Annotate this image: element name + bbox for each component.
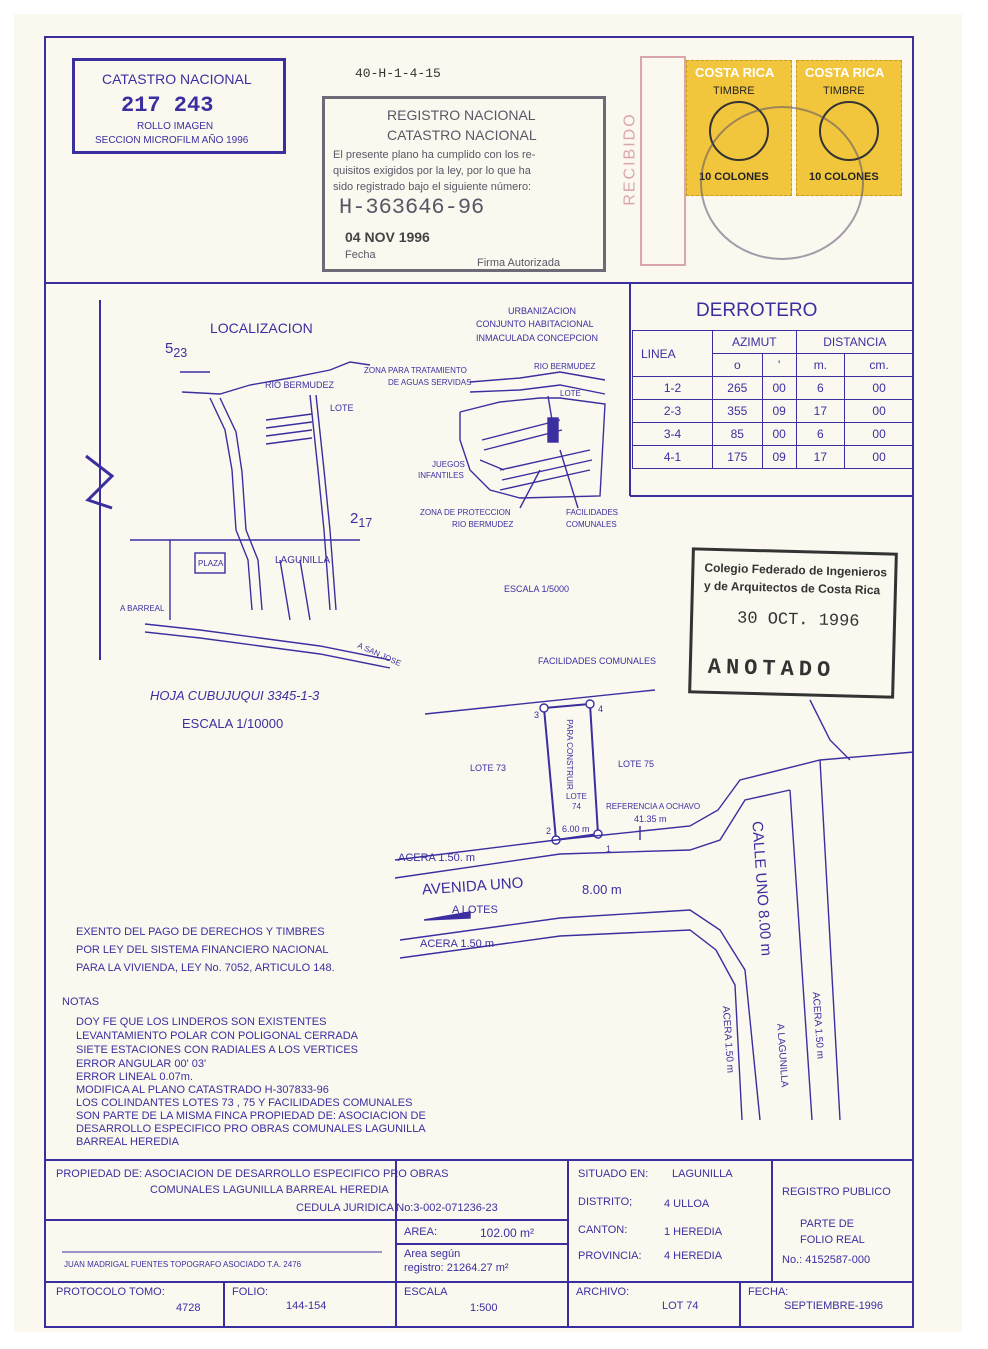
notas-line: LEVANTAMIENTO POLAR CON POLIGONAL CERRADA	[76, 1030, 358, 1042]
plano-av-width: 8.00 m	[582, 882, 622, 897]
tb-folio-no: No.: 4152587-000	[782, 1254, 871, 1266]
notas-title: NOTAS	[62, 996, 100, 1008]
timbre-1-country: COSTA RICA	[695, 65, 775, 80]
tb-area-segun: Area según	[404, 1248, 461, 1260]
urb-facilidades-2: COMUNALES	[566, 520, 617, 529]
notas-line: SIETE ESTACIONES CON RADIALES A LOS VERTICES	[76, 1044, 359, 1056]
plano-lote73: LOTE 73	[470, 763, 507, 773]
loc-hoja-label: HOJA CUBUJUQUI 3345-1-3	[150, 688, 320, 703]
row-cm: 00	[845, 446, 914, 469]
row-cm: 00	[845, 377, 914, 400]
plano-facilidades: FACILIDADES COMUNALES	[538, 656, 657, 666]
tb-provincia: 4 HEREDIA	[664, 1250, 723, 1262]
row-deg: 175	[712, 446, 762, 469]
plano-avenida: AVENIDA UNO	[421, 874, 524, 899]
fecha-label: Fecha	[345, 249, 376, 261]
plano-acera-v1: ACERA 1.50 m	[719, 1005, 736, 1074]
urb-zona-proteccion-2: RIO BERMUDEZ	[452, 520, 514, 529]
urb-escala: ESCALA 1/5000	[504, 584, 570, 594]
notas-line: DOY FE QUE LOS LINDEROS SON EXISTENTES	[76, 1016, 327, 1028]
plano-calle: CALLE UNO 8.00 m	[748, 820, 775, 957]
urb-title-3: INMACULADA CONCEPCION	[476, 333, 599, 343]
table-row	[633, 400, 914, 423]
row-linea: 1-2	[633, 377, 713, 400]
recibido-text: RECIBIDO	[621, 112, 639, 206]
catastro-title: CATASTRO NACIONAL	[102, 71, 252, 87]
catastro-rollo: ROLLO IMAGEN	[137, 121, 214, 132]
plano-lote74-2: 74	[572, 802, 581, 811]
urb-rio-label: RIO BERMUDEZ	[534, 362, 596, 371]
tb-provincia-label: PROVINCIA:	[578, 1250, 642, 1262]
hdr-linea: LINEA	[633, 331, 713, 377]
tb-archivo: LOT 74	[662, 1300, 699, 1312]
row-min: 09	[762, 400, 796, 423]
hdr-distancia: DISTANCIA	[796, 331, 913, 354]
catastro-seccion: SECCION MICROFILM AÑO 1996	[95, 135, 249, 146]
coord-top: $5_{23}$	[165, 340, 188, 360]
row-deg: 265	[712, 377, 762, 400]
plano-point-4: 4	[598, 704, 604, 714]
firma-label: Firma Autorizada	[477, 257, 561, 269]
tb-canton: 1 HEREDIA	[664, 1226, 723, 1238]
plano-lote74-1: LOTE	[566, 792, 587, 801]
tb-registro-publico: REGISTRO PUBLICO	[782, 1186, 891, 1198]
loc-sanjose-label: A SAN JOSE	[356, 640, 403, 669]
urb-title-1: URBANIZACION	[508, 306, 577, 316]
table-row	[633, 377, 914, 400]
colegio-line1: Colegio Federado de Ingenieros	[704, 560, 888, 580]
plano-ref-dist: 41.35 m	[634, 814, 667, 824]
plano-acera-v2: ACERA 1.50 m	[809, 991, 826, 1060]
loc-barreal-label: A BARREAL	[120, 604, 165, 613]
plano-point-3: 3	[534, 710, 540, 720]
tb-escala-label: ESCALA	[404, 1286, 448, 1298]
tb-canton-label: CANTON:	[578, 1224, 628, 1236]
urb-juegos-2: INFANTILES	[418, 471, 464, 480]
plano-a-lagunilla: A LAGUNILLA	[774, 1023, 790, 1088]
tb-folio-real: FOLIO REAL	[800, 1234, 865, 1246]
colegio-line2: y de Arquitectos de Costa Rica	[703, 578, 881, 598]
row-m: 6	[796, 423, 845, 446]
timbre-2-country: COSTA RICA	[805, 65, 885, 80]
coord-right: $2_{17}$	[350, 510, 373, 530]
tb-distrito-label: DISTRITO;	[578, 1196, 633, 1208]
derrotero-title: DERROTERO	[696, 300, 818, 321]
tb-area-value: 102.00 m²	[480, 1226, 535, 1240]
tb-folio: 144-154	[286, 1300, 327, 1312]
urb-zona-tratamiento-1: ZONA PARA TRATAMIENTO	[364, 366, 467, 375]
plano-width-600: 6.00 m	[562, 824, 590, 834]
hdr-m: m.	[796, 354, 845, 377]
tb-escala: 1:500	[470, 1302, 498, 1314]
colegio-stamp	[688, 547, 898, 698]
registro-date: 04 NOV 1996	[345, 229, 430, 245]
timbre-2-value: 10 COLONES	[809, 171, 879, 183]
tb-registro: registro: 21264.27 m²	[404, 1262, 509, 1274]
loc-plaza-label: PLAZA	[198, 559, 224, 568]
plano-ref-ochavo: REFERENCIA A OCHAVO	[606, 802, 701, 811]
urb-title-2: CONJUNTO HABITACIONAL	[476, 319, 594, 329]
row-linea: 3-4	[633, 423, 713, 446]
hdr-min: '	[762, 354, 796, 377]
tb-archivo-label: ARCHIVO:	[576, 1286, 630, 1298]
loc-escala-label: ESCALA 1/10000	[182, 716, 284, 731]
tb-fecha-label: FECHA:	[748, 1286, 789, 1298]
localizacion-title: LOCALIZACION	[210, 320, 313, 336]
urb-lote-label: LOTE	[560, 389, 581, 398]
plano-acera-2: ACERA 1.50 m	[420, 938, 494, 950]
row-linea: 2-3	[633, 400, 713, 423]
loc-lote-label: LOTE	[330, 403, 354, 413]
registro-body1: El presente plano ha cumplido con los re-	[333, 149, 536, 161]
row-m: 6	[796, 377, 845, 400]
hdr-deg: o	[712, 354, 762, 377]
plano-a-lotes: A LOTES	[452, 904, 498, 916]
tb-situado: LAGUNILLA	[672, 1168, 733, 1180]
catastro-number: 217 243	[121, 93, 214, 118]
tb-situado-label: SITUADO EN:	[578, 1168, 649, 1180]
reference-code: 40-H-1-4-15	[355, 66, 441, 81]
registro-line2: CATASTRO NACIONAL	[387, 127, 537, 143]
plano-point-2: 2	[546, 826, 552, 836]
table-row	[633, 423, 914, 446]
tb-cedula: CEDULA JURIDICA No:3-002-071236-23	[296, 1202, 498, 1214]
notas-line: SON PARTE DE LA MISMA FINCA PROPIEDAD DE: ASOCIACION DE	[76, 1110, 426, 1122]
plano-para-construir: PARA CONSTRUIR	[564, 719, 574, 790]
tb-parte-de: PARTE DE	[800, 1218, 854, 1230]
tb-area-label: AREA:	[404, 1226, 438, 1238]
urb-zona-proteccion-1: ZONA DE PROTECCION	[420, 508, 511, 517]
row-m: 17	[796, 446, 845, 469]
notas-line: MODIFICA AL PLANO CATASTRADO H-307833-96	[76, 1084, 329, 1096]
row-min: 09	[762, 446, 796, 469]
notas-line: LOS COLINDANTES LOTES 73 , 75 Y FACILIDADES COMUNALES	[76, 1097, 413, 1109]
registro-body2: quisitos exigidos por la ley, por lo que ha	[333, 165, 531, 177]
row-cm: 00	[845, 423, 914, 446]
notas-line: BARREAL HEREDIA	[76, 1136, 179, 1148]
row-m: 17	[796, 400, 845, 423]
notas-line: ERROR LINEAL 0.07m.	[76, 1071, 193, 1083]
exento-line2: POR LEY DEL SISTEMA FINANCIERO NACIONAL	[76, 944, 329, 956]
colegio-date: 30 OCT. 1996	[736, 609, 860, 632]
tb-propiedad-1: PROPIEDAD DE: ASOCIACION DE DESARROLLO ESPECIFICO PRO OBRAS	[56, 1168, 449, 1180]
loc-lagunilla-label: LAGUNILLA	[275, 555, 331, 566]
registro-line1: REGISTRO NACIONAL	[387, 107, 536, 123]
registro-number: H-363646-96	[339, 195, 485, 220]
urb-juegos-1: JUEGOS	[432, 460, 465, 469]
table-row	[633, 446, 914, 469]
row-deg: 85	[712, 423, 762, 446]
plano-point-1: 1	[606, 844, 612, 854]
row-min: 00	[762, 423, 796, 446]
row-min: 00	[762, 377, 796, 400]
tb-distrito: 4 ULLOA	[664, 1198, 710, 1210]
tb-topografo: JUAN MADRIGAL FUENTES TOPOGRAFO ASOCIADO T.A. 2476	[64, 1260, 302, 1269]
tb-protocolo: 4728	[176, 1302, 201, 1314]
hdr-cm: cm.	[845, 354, 914, 377]
timbre-1-kind: TIMBRE	[713, 85, 755, 97]
timbre-1-value: 10 COLONES	[699, 171, 769, 183]
urb-zona-tratamiento-2: DE AGUAS SERVIDAS	[388, 378, 472, 387]
loc-rio-label: RIO BERMUDEZ	[265, 380, 335, 390]
urb-facilidades-1: FACILIDADES	[566, 508, 619, 517]
notas-line: ERROR ANGULAR 00' 03'	[76, 1058, 207, 1070]
row-deg: 355	[712, 400, 762, 423]
colegio-anotado: ANOTADO	[707, 654, 836, 684]
timbre-2-kind: TIMBRE	[823, 85, 865, 97]
derrotero-table	[632, 330, 914, 469]
tb-protocolo-label: PROTOCOLO TOMO:	[56, 1286, 165, 1298]
exento-line3: PARA LA VIVIENDA, LEY No. 7052, ARTICULO 148.	[76, 962, 335, 974]
plano-acera-1: ACERA 1.50. m	[398, 852, 476, 864]
tb-propiedad-2: COMUNALES LAGUNILLA BARREAL HEREDIA	[150, 1184, 389, 1196]
hdr-azimut: AZIMUT	[712, 331, 796, 354]
notas-line: DESARROLLO ESPECIFICO PRO OBRAS COMUNALES LAGUNILLA	[76, 1123, 426, 1135]
plano-lote75: LOTE 75	[618, 759, 655, 769]
tb-fecha: SEPTIEMBRE-1996	[784, 1300, 884, 1312]
registro-body3: sido registrado bajo el siguiente número:	[333, 181, 532, 193]
tb-folio-label: FOLIO:	[232, 1286, 269, 1298]
surveyor-signature-icon	[60, 1228, 310, 1251]
row-cm: 00	[845, 400, 914, 423]
row-linea: 4-1	[633, 446, 713, 469]
exento-line1: EXENTO DEL PAGO DE DERECHOS Y TIMBRES	[76, 926, 325, 938]
